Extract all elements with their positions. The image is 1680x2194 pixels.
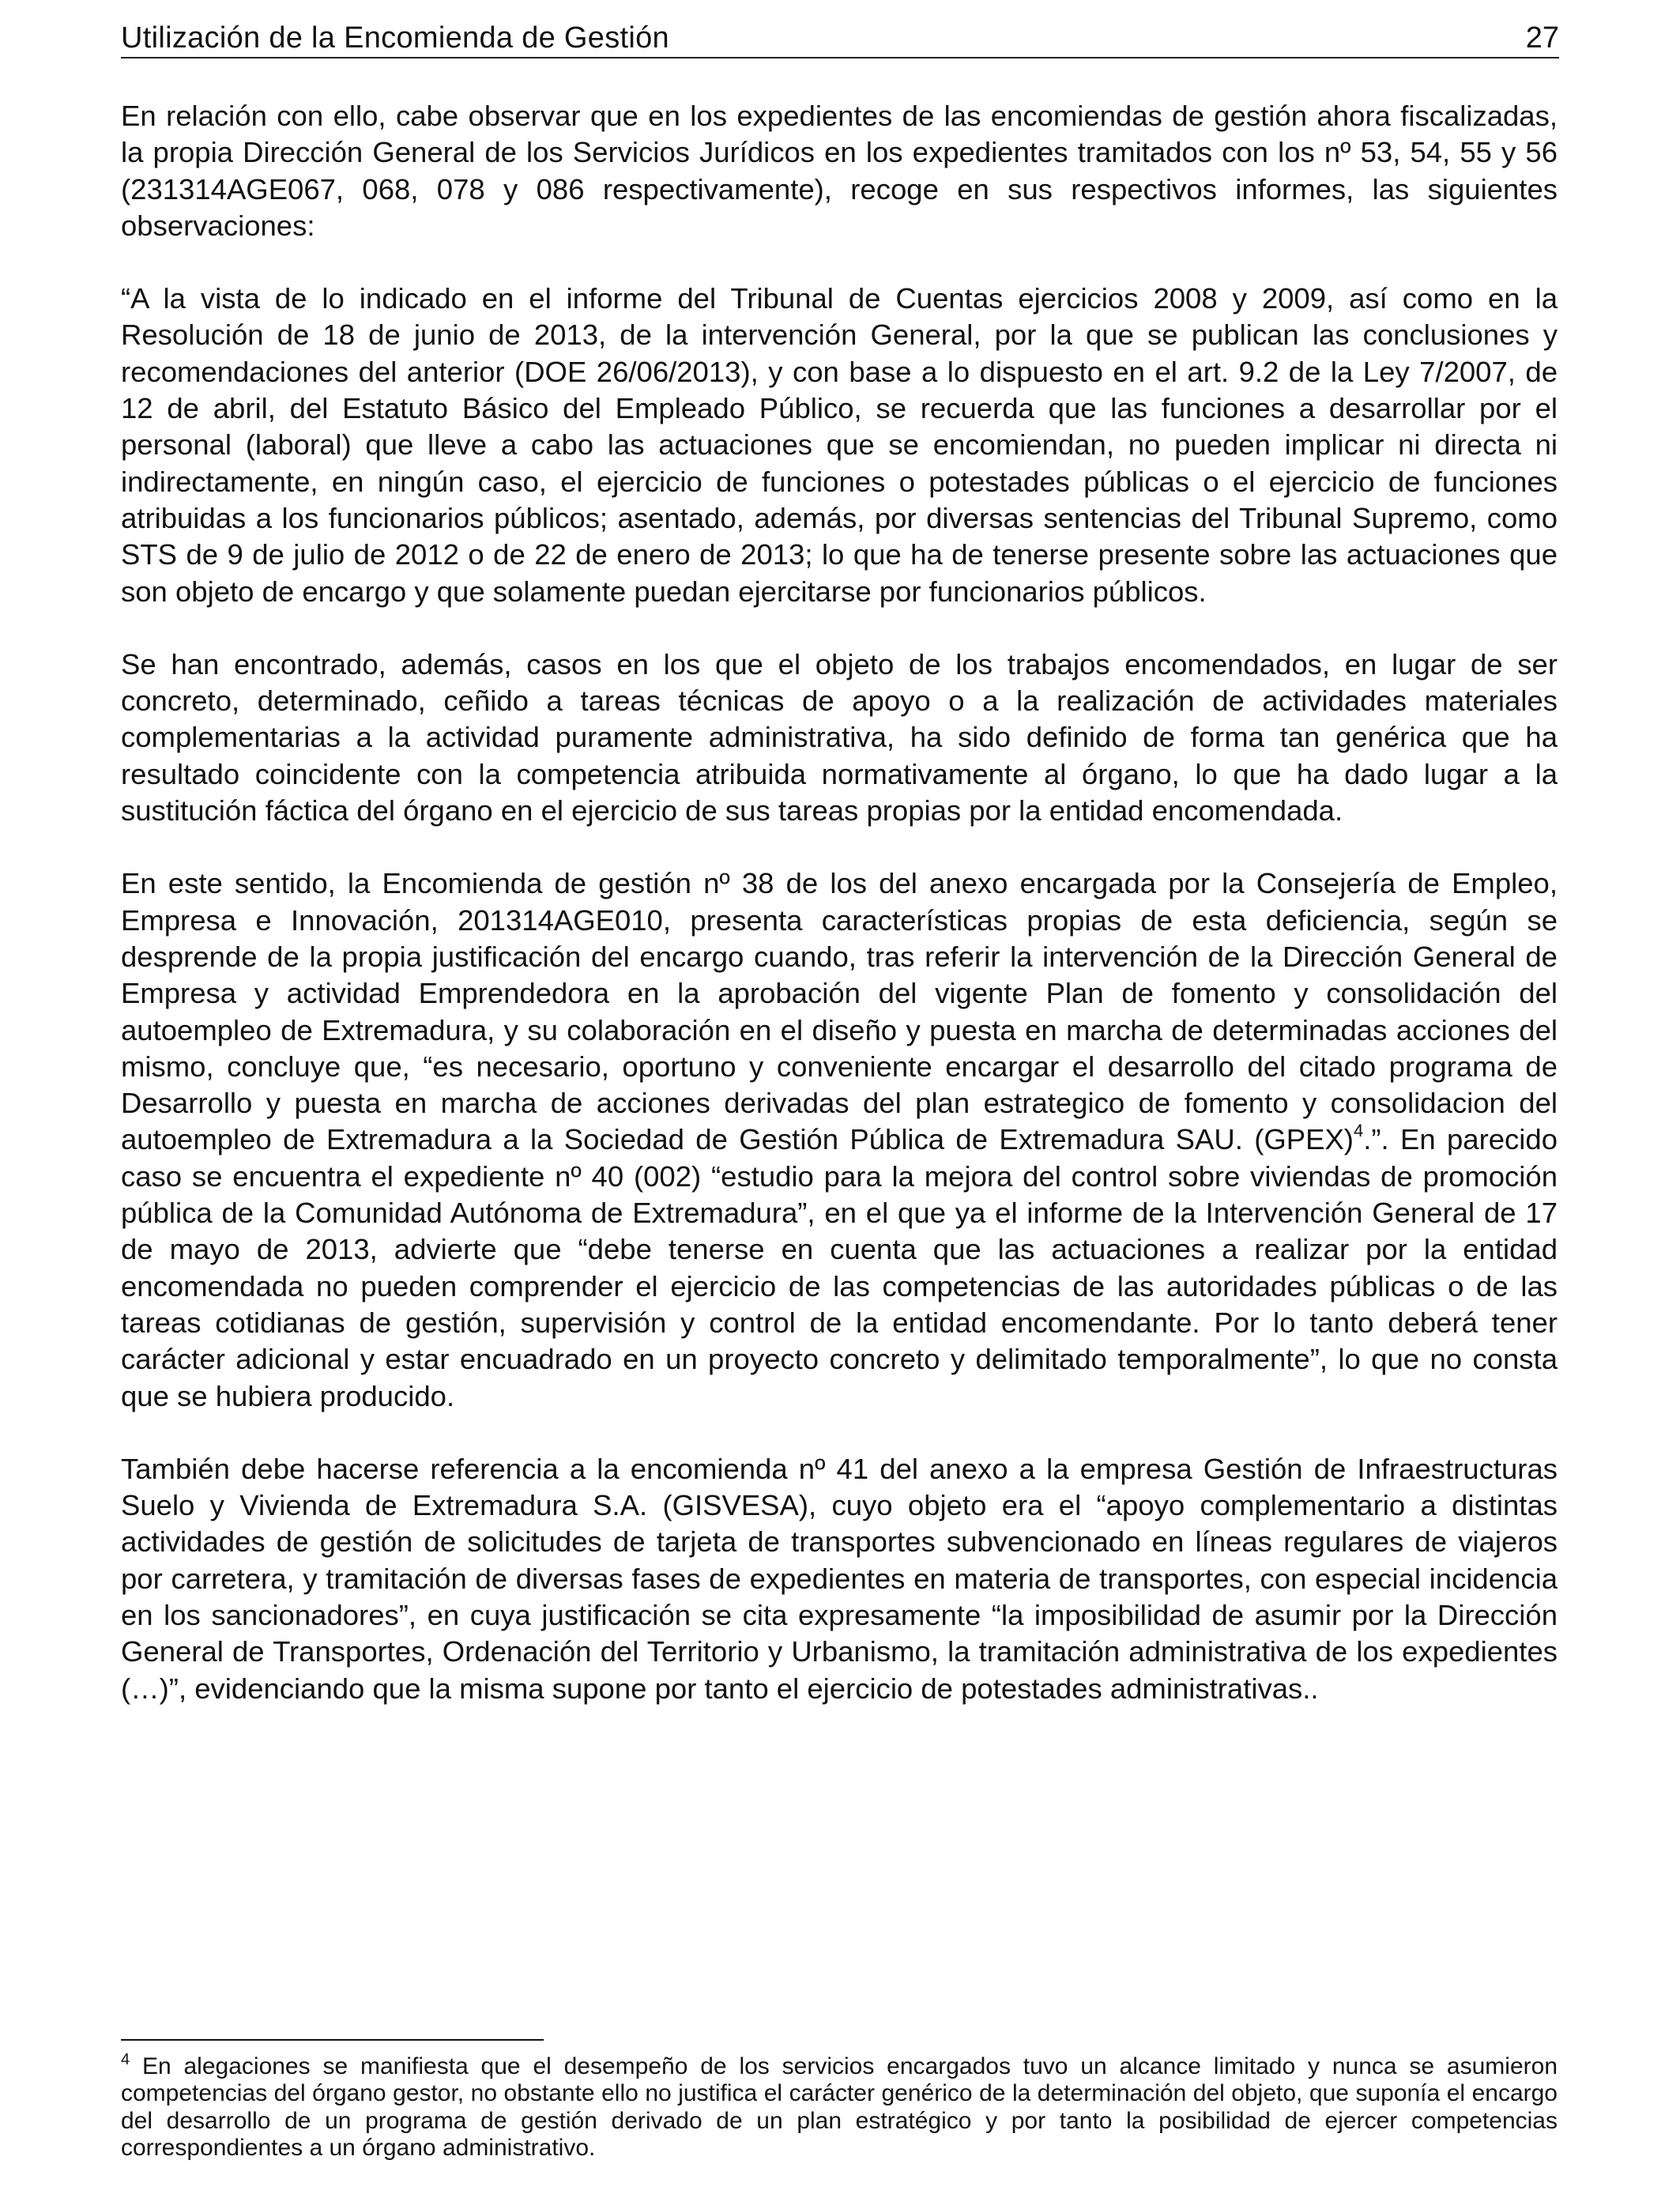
paragraph-1: En relación con ello, cabe observar que en los expedientes de las encomiendas de gestión ahora fiscalizadas, la propia Dirección General de los Servicios Jurídicos en los expedientes tramitados con los nº 53, 54, 55 y 56 (231314AGE067, 068, 078 y 086 respectivamente), recoge en sus respectivos informes, las siguientes observaciones: <box>121 100 1558 242</box>
footnote <box>121 2053 1558 2162</box>
paragraph-4-text-b: .”. En parecido caso se encuentra el expediente nº 40 (002) “estudio para la mejora del control sobre viviendas de promoción pública de la Comunidad Autónoma de Extremadura”, en el que ya el informe de la Intervención General de 17 de mayo de 2013, advierte que “debe tenerse en cuenta que las actuaciones a realizar por la entidad encomendada no pueden comprender el ejercicio de las competencias de las autoridades públicas o de las tareas cotidianas de gestión, supervisión y control de la entidad encomendante. Por lo tanto deberá tener carácter adicional y estar encuadrado en un proyecto concreto y delimitado temporalmente”, lo que no consta que se hubiera producido. <box>121 1123 1558 1412</box>
page-number: 27 <box>1525 21 1559 55</box>
paragraph-3: Se han encontrado, además, casos en los que el objeto de los trabajos encomendados, en lugar de ser concreto, determinado, ceñido a tareas técnicas de apoyo o a la realización de actividades materiales complementarias a la actividad puramente administrativa, ha sido definido de forma tan genérica que ha resultado coincidente con la competencia atribuida normativamente al órgano, lo que ha dado lugar a la sustitución fáctica del órgano en el ejercicio de sus tareas propias por la entidad encomendada. <box>121 647 1558 827</box>
footnote-number: 4 <box>121 2051 130 2068</box>
running-header <box>121 19 1559 58</box>
body-text <box>121 98 1558 1744</box>
paragraph-2-quote: “A la vista de lo indicado en el informe del Tribunal de Cuentas ejercicios 2008 y 2009, así como en la Resolución de 18 de junio de 2013, de la intervención General, por la que se publican las conclusiones y recomendaciones del anterior (DOE 26/06/2013), y con base a lo dispuesto en el art. 9.2 de la Ley 7/2007, de 12 de abril, del Estatuto Básico del Empleado Público, se recuerda que las funciones a desarrollar por el personal (laboral) que lleve a cabo las actuaciones que se encomiendan, no pueden implicar ni directa ni indirectamente, en ningún caso, el ejercicio de funciones o potestades públicas o el ejercicio de funciones atribuidas a los funcionarios públicos; asentado, además, por diversas sentencias del Tribunal Supremo, como STS de 9 de julio de 2012 o de 22 de enero de 2013; lo que ha de tenerse presente sobre las actuaciones que son objeto de encargo y que solamente puedan ejercitarse por funcionarios públicos. <box>121 282 1558 608</box>
header-title: Utilización de la Encomienda de Gestión <box>121 21 669 55</box>
footnote-reference[interactable]: 4 <box>1353 1121 1364 1141</box>
paragraph-5: También debe hacerse referencia a la encomienda nº 41 del anexo a la empresa Gestión de Infraestructuras Suelo y Vivienda de Extremadura S.A. (GISVESA), cuyo objeto era el “apoyo complementario a distintas actividades de gestión de solicitudes de tarjeta de transportes subvencionado en líneas regulares de viajeros por carretera, y tramitación de diversas fases de expedientes en materia de transportes, con especial incidencia en los sancionadores”, en cuya justificación se cita expresamente “la imposibilidad de asumir por la Dirección General de Transportes, Ordenación del Territorio y Urbanismo, la tramitación administrativa de los expedientes (…)”, evidenciando que la misma supone por tanto el ejercicio de potestades administrativas.. <box>121 1452 1558 1705</box>
footnote-separator <box>121 2039 544 2041</box>
paragraph-4-text-a: En este sentido, la Encomienda de gestión nº 38 de los del anexo encargada por la Consejería de Empleo, Empresa e Innovación, 201314AGE010, presenta características propias de esta deficiencia, según se desprende de la propia justificación del encargo cuando, tras referir la intervención de la Dirección General de Empresa y actividad Emprendedora en la aprobación del vigente Plan de fomento y consolidación del autoempleo de Extremadura, y su colaboración en el diseño y puesta en marcha de determinadas acciones del mismo, concluye que, “es necesario, oportuno y conveniente encargar el desarrollo del citado programa de Desarrollo y puesta en marcha de acciones derivadas del plan estrategico de fomento y consolidacion del autoempleo de Extremadura a la Sociedad de Gestión Pública de Extremadura SAU. (GPEX) <box>121 867 1558 1156</box>
footnote-text: En alegaciones se manifiesta que el desempeño de los servicios encargados tuvo un alcance limitado y nunca se asumieron competencias del órgano gestor, no obstante ello no justifica el carácter genérico de la determinación del objeto, que suponía el encargo del desarrollo de un programa de gestión derivado de un plan estratégico y por tanto la posibilidad de ejercer competencias correspondientes a un órgano administrativo. <box>121 2053 1558 2161</box>
paragraph-4 <box>121 865 1558 1414</box>
